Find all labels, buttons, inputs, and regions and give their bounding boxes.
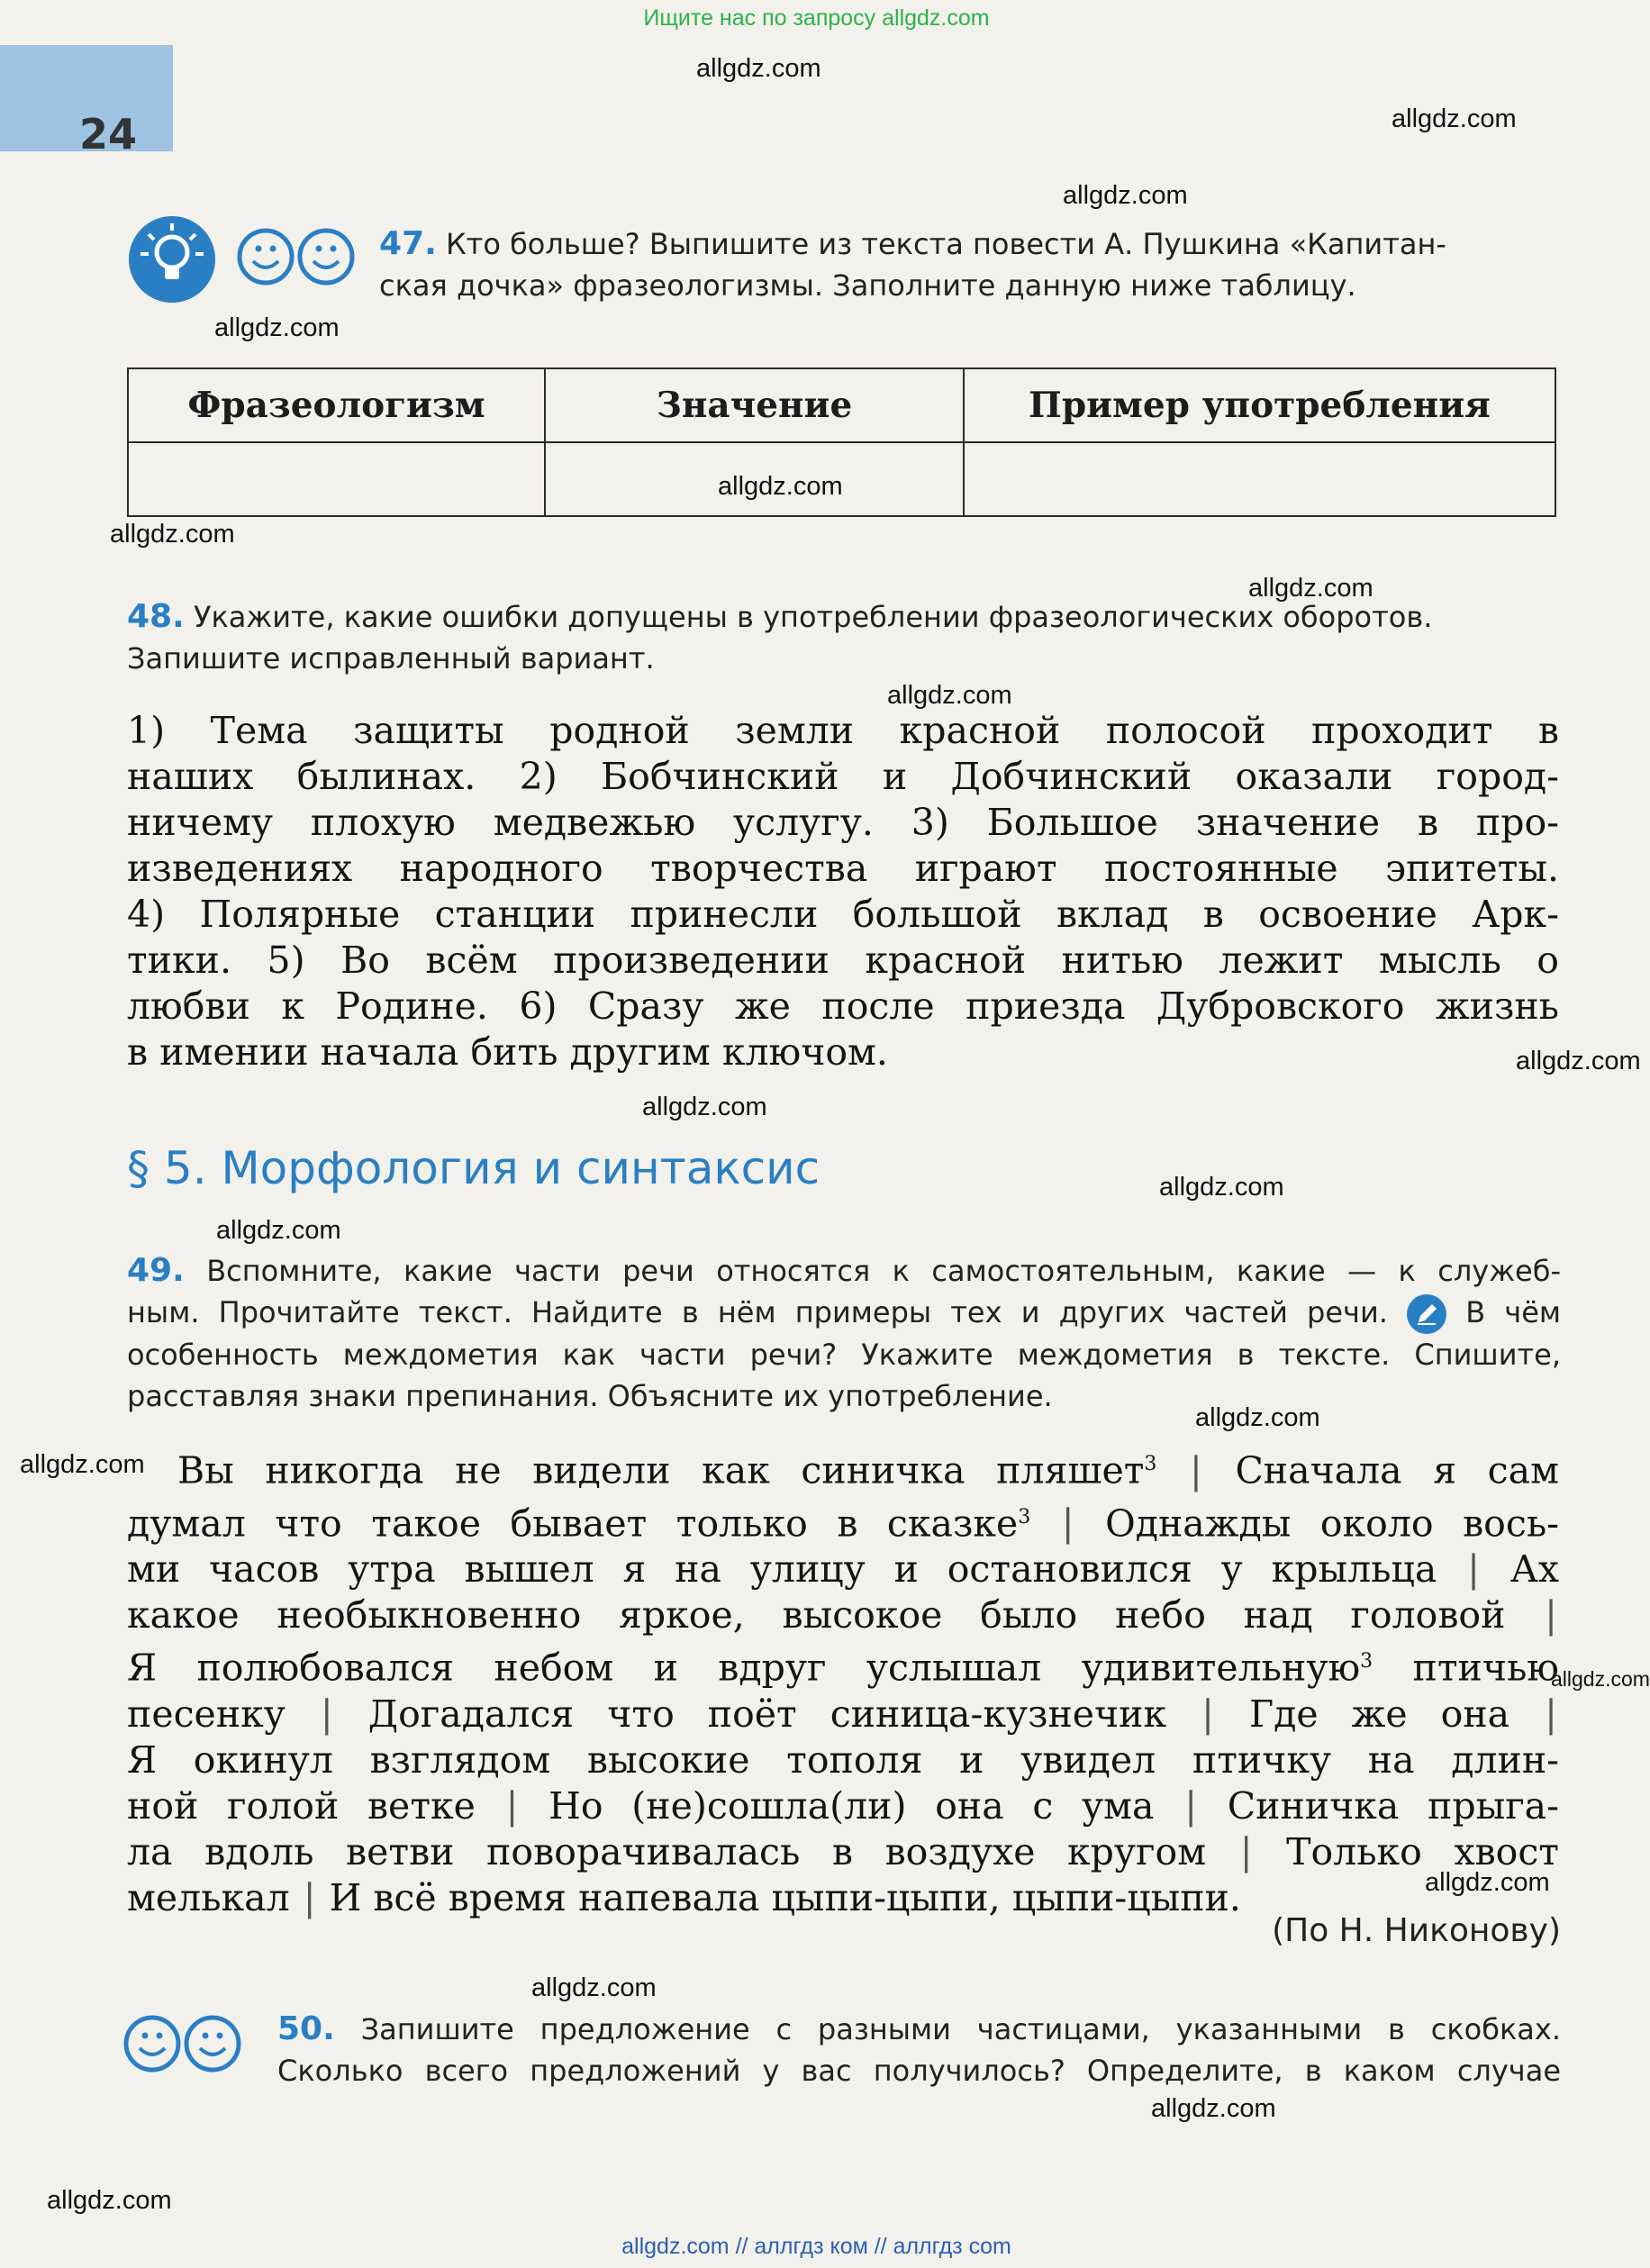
top-banner[interactable]: Ищите нас по запросу allgdz.com [643,5,990,31]
pen-icon [1407,1294,1446,1334]
task-text: ская дочка» фразеологизмы. Заполните данную ниже таблицу. [379,268,1356,303]
watermark: allgdz.com [1516,1047,1641,1075]
watermark: allgdz.com [1551,1667,1650,1691]
phraseology-table [127,367,1556,517]
text-line: 4) Полярные станции принесли большой вклад в освоение Арк- [127,893,1559,936]
text-segment: И всё время напевала цыпи-цыпи, цыпи-цыпи. [329,1875,1241,1919]
task-text: Кто больше? Выпишите из текста повести А. Пушкина «Капитан- [445,227,1446,261]
text-segment: ми часов утра вышел я на улицу и остановился у крыльца [127,1547,1437,1592]
watermark: allgdz.com [1159,1173,1284,1202]
task-48-body [127,708,1559,1075]
task-47 [379,223,1559,306]
text-line: тики. 5) Во всём произведении красной нитью лежит мысль о [127,939,1559,982]
table-cell[interactable] [545,442,964,516]
task-text: расставляя знаки препинания. Объясните их употребление. [127,1379,1053,1413]
page-number: 24 [79,110,138,159]
text-segment: птичью [1412,1646,1559,1690]
task-text: Запишите предложение с разными частицами, указанными в скобках. [360,2012,1562,2046]
watermark: allgdz.com [216,1216,341,1245]
watermark: allgdz.com [696,54,821,83]
watermark: allgdz.com [214,313,340,342]
text-segment: ла вдоль ветви поворачивалась в воздухе кругом [127,1829,1207,1873]
task-text: Укажите, какие ошибки допущены в употреблении фразеологических оборотов. [193,600,1433,634]
watermark: allgdz.com [887,681,1012,710]
watermark: allgdz.com [47,2186,172,2215]
task-number: 49. [127,1252,185,1289]
footnote-mark: 3 [1144,1453,1157,1475]
watermark: allgdz.com [1151,2094,1276,2123]
footnote-mark: 3 [1018,1505,1031,1529]
smile-face-icon [122,2014,245,2077]
table-cell[interactable] [128,442,545,516]
watermark: allgdz.com [718,472,843,501]
footnote-mark: 3 [1360,1650,1373,1674]
smile-face-icon [236,227,358,290]
text-segment: Синичка прыга- [1227,1783,1559,1828]
text-segment: Вы никогда не видели как синичка пляшет [177,1448,1145,1492]
watermark: allgdz.com [1425,1868,1550,1897]
text-line: ничему плохую медвежью услугу. 3) Большое значение в про- [127,801,1559,844]
task-48 [127,596,1559,679]
text-segment: Ах [1509,1547,1559,1592]
table-cell[interactable] [964,442,1555,516]
text-segment: Я полюбовался небом и вдруг услышал удивительную [127,1646,1361,1690]
task-number: 48. [127,598,185,635]
task-number: 47. [379,225,437,262]
task-text: Запишите исправленный вариант. [127,641,655,676]
table-header: Фразеологизм [128,368,545,442]
text-segment: Сначала я сам [1235,1448,1559,1492]
task-49-text: Вы никогда не видели как синичка пляшет$^3$ | Сначала я сам думал что такое бывает только в сказке$^3$ | Однажды около вось- ми часов утра вышел я на улицу и остановился у крыльца | Ах какое необыкновенно яркое, высокое было небо над головой | Я полюбовался небом и вдруг услышал удивительную$^3$ птичью песенку | Догадался что поёт синица-кузнечик | Где же она | Я окинул взглядом высокие тополя и увидел птичку на длин- ной голой ветке | Но (не)сошла(ли) она с ума | Синичка прыга- ла вдоль ветви поворачивалась в воздухе кругом | Только хвост мелькал | И всё время напевала цыпи-цыпи, цыпи-цыпи. [127,1448,1559,1919]
text-segment: Однажды около вось- [1105,1501,1559,1546]
text-segment: думал что такое бывает только в сказке [127,1501,1019,1546]
text-segment: Где же она [1248,1692,1510,1736]
lightbulb-icon [129,216,215,303]
text-segment: мелькал [127,1875,290,1919]
text-line: в имении начала бить другим ключом. [127,1030,888,1074]
text-source: (По Н. Никонову) [1272,1912,1561,1949]
text-line: любви к Родине. 6) Сразу же после приезда Дубровского жизнь [127,984,1559,1028]
text-segment: Я окинул взглядом высокие тополя и увидел птичку на длин- [127,1737,1559,1782]
task-text: особенность междометия как части речи? Укажите междометия в тексте. Спишите, [127,1338,1561,1372]
task-text: Сколько всего предложений у вас получилось? Определите, в каком случае [277,2054,1561,2088]
table-header: Значение [545,368,964,442]
section-title: § 5. Морфология и синтаксис [127,1142,820,1194]
text-line: 1) Тема защиты родной земли красной полосой проходит в [127,709,1559,752]
text-segment: Но (не)сошла(ли) она с ума [548,1783,1155,1828]
text-segment: какое необыкновенно яркое, высокое было небо над головой [127,1593,1506,1637]
watermark: allgdz.com [531,1973,657,2002]
task-text: В чём [1465,1295,1562,1329]
watermark: allgdz.com [1248,574,1373,603]
watermark: allgdz.com [642,1093,767,1121]
table-header: Пример употребления [964,368,1555,442]
task-50 [277,2009,1561,2091]
text-segment: ной голой ветке [127,1783,476,1828]
task-text: ным. Прочитайте текст. Найдите в нём примеры тех и других частей речи. [127,1295,1388,1329]
task-49 [127,1250,1561,1417]
text-segment: Только хвост [1286,1829,1559,1873]
text-line: изведениях народного творчества играют постоянные эпитеты. [127,847,1559,890]
text-line: наших былинах. 2) Бобчинский и Добчинский оказали город- [127,755,1559,798]
watermark: allgdz.com [1063,181,1188,210]
text-segment: Догадался что поёт синица-кузнечик [367,1692,1167,1736]
text-segment: песенку [127,1692,286,1736]
watermark: allgdz.com [1195,1403,1320,1432]
task-number: 50. [277,2010,335,2047]
bottom-banner[interactable]: allgdz.com // аллгдз ком // аллгдз com [621,2234,1011,2259]
task-text: Вспомните, какие части речи относятся к самостоятельным, какие — к служеб- [206,1254,1562,1288]
watermark: allgdz.com [110,520,235,549]
watermark: allgdz.com [20,1450,145,1479]
watermark: allgdz.com [1392,104,1517,133]
